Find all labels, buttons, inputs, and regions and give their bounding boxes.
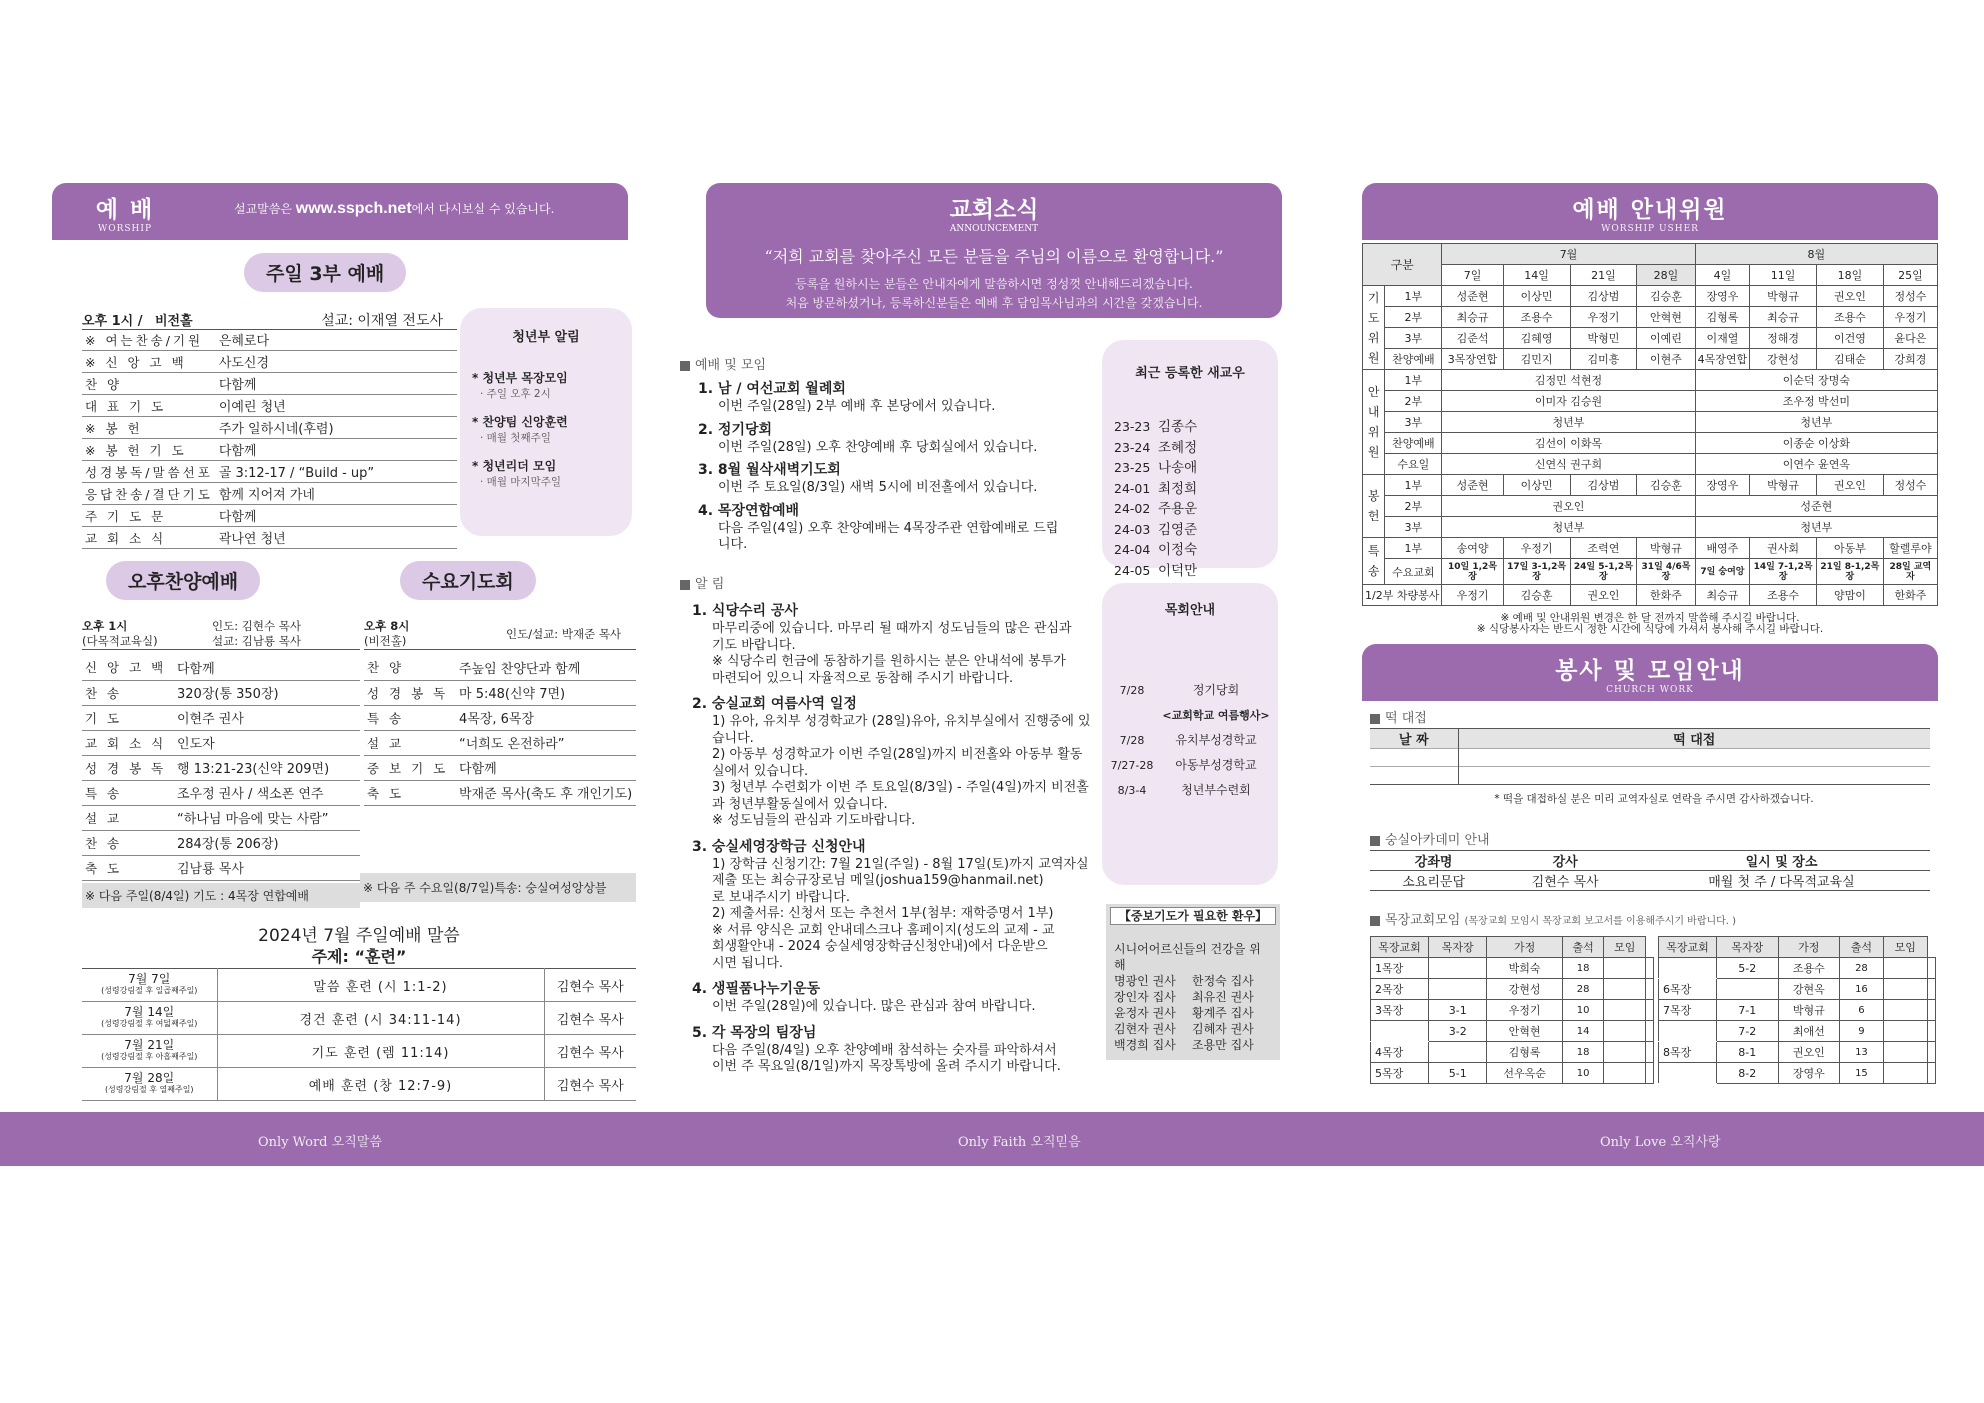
square-icon	[1370, 916, 1380, 926]
table-cell: 다함께	[216, 505, 457, 527]
table-cell: 축 도	[364, 780, 456, 805]
notice-heading: 1. 식당수리 공사	[692, 603, 798, 619]
usher-row: 1/2부 차량봉사 우정기 김승훈 권오인 한화주 최승규 조용수 양맘이 한화주	[1363, 585, 1938, 606]
welcome-text: “저희 교회를 찾아주신 모든 분들을 주님의 이름으로 환영합니다.”	[764, 247, 1224, 266]
order-row	[82, 527, 457, 549]
usher-row: 3부 김준석 김혜영 박형민 이예린 이재열 정해경 이건영 윤다은	[1363, 328, 1938, 349]
notice-line: 로 보내주시기 바랍니다.	[712, 889, 850, 905]
sermon-preacher: 김현수 목사	[544, 1068, 636, 1101]
group-row: 8목장 8-1 권오인 13	[1659, 1042, 1936, 1063]
table-cell: 마 5:48(신약 7면)	[456, 680, 636, 705]
usher-head-row: 구분 7월 8월	[1363, 244, 1938, 265]
usher-header: 예배 안내위원 WORSHIP USHER	[1362, 183, 1938, 240]
youth-notice-sub: · 매월 첫째주일	[480, 432, 551, 444]
table-cell: 주 기 도 문	[82, 505, 216, 527]
order-row	[82, 417, 457, 439]
table-cell: 다함께	[216, 439, 457, 461]
wed-label: 수요기도회	[400, 561, 536, 600]
group-table-left	[1370, 936, 1654, 1084]
order-row	[364, 705, 636, 730]
sermon-date: 7월 21일 (성령강림절 후 아홉째주일)	[82, 1035, 217, 1068]
table-cell: 행 13:21-23(신약 209면)	[174, 755, 360, 780]
notice-line: 다음 주일(8/4일) 오후 찬양예배 참석하는 숫자를 파악하셔서	[712, 1042, 1057, 1058]
table-cell: 골 3:12-17 / “Build - up”	[216, 461, 457, 483]
group-row: 3목장 3-1 우정기 10	[1371, 1000, 1654, 1021]
notice-line: 이번 주 목요일(8/1일)까지 목장톡방에 올려 주시기 바랍니다.	[712, 1059, 1061, 1074]
table-cell: 기 도	[82, 705, 174, 730]
usher-date-row: 7일 14일 21일 28일 4일 11일 18일 25일	[1363, 265, 1938, 286]
order-row	[82, 373, 457, 395]
notice-line: ※ 성도님들의 관심과 기도바랍니다.	[712, 813, 916, 828]
newcomers-box: 최근 등록한 새교우 23-23 김종수 23-24 조혜정 23-25 나송애 24-01 최정희 24-02 주용운 24-03 김영준 24-04 이정숙 24-05 이덕만	[1102, 340, 1278, 568]
group-section: 목장교회모임 (목장교회 모임시 목장교회 보고서를 이용해주시기 바랍니다. ) 목장교회 목자장 가정 출석 모임 1목장 박희숙 18 2목장 강현성 28 3목장 3-1 우정기 10 3-2 안혁현 14 4목장 김형록 18 5목장 5-1 선우옥순 10 목장교회 목자장 가정 출석 모임 5-2 조용수 28 6목장 강현옥 16 7목장 7-1 박형규 6 7-2 최애선 9 8목장 8-1 권오인 13 8-2 장영우 15	[1370, 895, 1938, 1084]
pastoral-box: 목회안내 7/28 정기당회 <교회학교 여름행사> 7/28 유치부성경학교 7/27-28 아동부성경학교 8/3-4 청년부수련회	[1102, 583, 1278, 885]
square-icon	[1370, 836, 1380, 846]
usher-row: 수요일 신연식 권구희 이연수 윤연옥	[1363, 454, 1938, 475]
usher-row: 안내위원 1부 김정민 석현정 이순덕 장명숙	[1363, 370, 1938, 391]
notice-heading: 5. 각 목장의 팀장님	[692, 1024, 817, 1041]
notice-item	[698, 502, 1100, 554]
sermon-preacher: 김현수 목사	[544, 1002, 636, 1035]
newcomer-row: 23-25 나송애	[1114, 460, 1198, 476]
worship-column	[52, 183, 633, 1094]
work-title: 봉사 및 모임안내	[1555, 658, 1745, 684]
footer-faith: Only Faith 오직믿음	[958, 1135, 1081, 1150]
table-cell: 이예린 청년	[216, 395, 457, 417]
prayer-box: 【중보기도가 필요한 환우】 시니어어르신들의 건강을 위해 명광인 권사 한정숙 집사 장인자 집사 최유진 권사 윤정자 권사 황계주 집사 김현자 권사 김혜자 권사 백경희 집사 조용만 집사	[1106, 904, 1280, 1060]
table-cell: 교 회 소 식	[82, 527, 216, 549]
footer-word: Only Word 오직말씀	[258, 1135, 382, 1150]
notice-line: 1) 유아, 유치부 성경학교가 (28일)유아, 유치부실에서 진행중에 있	[712, 714, 1091, 729]
youth-notice-sub: · 주일 오후 2시	[480, 388, 551, 400]
square-icon	[1370, 714, 1380, 724]
usher-row: 찬양예배 김선이 이화목 이종순 이상화	[1363, 433, 1938, 454]
youth-notice-box	[460, 308, 632, 536]
table-cell: 김남룡 목사	[174, 855, 360, 880]
notice-line: 과 청년부활동실에서 있습니다.	[712, 796, 888, 812]
table-cell: 찬 양	[82, 373, 216, 395]
footer-love: Only Love 오직사랑	[1600, 1135, 1721, 1150]
service3-info: 오후 1시 / 비전홀 설교: 이재열 전도사	[82, 310, 457, 330]
news-title: 교회소식	[949, 197, 1039, 223]
order-row	[82, 705, 360, 730]
table-cell: 찬 양	[364, 655, 456, 680]
youth-notice-item	[472, 413, 632, 445]
usher-row: 수요교회 10일 1,2목장 17일 3-1,2목장 24일 5-1,2목장 31일 4/6목장 7일 숭여앙 14일 7-1,2목장 21일 8-1,2목장 28일 교역자	[1363, 559, 1938, 585]
table-cell: 주높임 찬양단과 함께	[456, 655, 636, 680]
table-cell: 주가 일하시네(후렴)	[216, 417, 457, 439]
rice-section: 떡 대접 날 짜 떡 대접 * 떡을 대접하실 분은 미리 교역자실로 연락을 주시면 감사하겠습니다.	[1370, 703, 1938, 806]
youth-notice-title: 청년부 알림	[512, 330, 580, 345]
table-cell: ※ 여는찬송/기원	[82, 329, 216, 351]
notice-heading: 4. 목장연합예배	[698, 502, 800, 519]
usher-table	[1362, 243, 1938, 606]
afternoon-order-table	[82, 655, 360, 881]
order-row	[82, 755, 360, 780]
sermon-row	[82, 1035, 636, 1068]
youth-notice-head: * 찬양팀 신앙훈련	[472, 415, 568, 429]
group-row: 7-2 최애선 9	[1659, 1021, 1936, 1042]
notice-line: 이번 주일(28일) 오후 찬양예배 후 당회실에서 있습니다.	[718, 439, 1038, 455]
table-cell: 4목장, 6목장	[456, 705, 636, 730]
notice-item	[692, 602, 1100, 687]
group-table-right	[1658, 936, 1936, 1084]
table-cell: 박재준 목사(축도 후 개인기도)	[456, 780, 636, 805]
sermon-row	[82, 1002, 636, 1035]
youth-notice-item	[472, 369, 632, 401]
notice-line: 2) 제출서류: 신청서 또는 추천서 1부(첨부: 재학증명서 1부)	[712, 906, 1054, 921]
newcomer-row: 24-03 김영준	[1114, 521, 1198, 538]
table-cell: 284장(통 206장)	[174, 830, 360, 855]
group-head-row: 목장교회 목자장 가정 출석 모임	[1659, 937, 1936, 958]
notice-line: 니다.	[718, 537, 748, 552]
table-cell: 은혜로다	[216, 329, 457, 351]
notice-line: 제출 또는 최승규장로님 메일(joshua159@hanmail.net)	[712, 873, 1044, 888]
sermon-title: 예배 훈련 (창 12:7-9)	[217, 1068, 544, 1101]
notice-heading: 1. 남 / 여선교회 월례회	[698, 381, 846, 397]
prayer-row: 김현자 권사 김혜자 권사	[1114, 1022, 1254, 1036]
notice-heading: 4. 생필품나누기운동	[692, 981, 821, 997]
notice-line: 3) 청년부 수련회가 이번 주 토요일(8/3일) - 주일(4일)까지 비전홀	[712, 780, 1089, 795]
table-cell: 320장(통 350장)	[174, 680, 360, 705]
order-row	[82, 655, 360, 680]
group-row: 8-2 장영우 15	[1659, 1063, 1936, 1084]
table-cell: 다함께	[456, 755, 636, 780]
group-row: 3-2 안혁현 14	[1371, 1021, 1654, 1042]
notice-line: 마련되어 있으니 자율적으로 동참해 주시기 바랍니다.	[712, 670, 1014, 686]
usher-title: 예배 안내위원	[1572, 197, 1728, 223]
table-cell: 특 송	[82, 780, 174, 805]
newcomer-row: 23-24 조혜정	[1114, 439, 1198, 456]
order-row	[82, 730, 360, 755]
worship-subtitle: WORSHIP	[97, 224, 153, 234]
usher-row: 특송 1부 송여양 우정기 조력연 박형규 배영주 권사회 아동부 할렐루야	[1363, 538, 1938, 559]
wed-order-table	[364, 655, 636, 806]
table-cell: 성 경 봉 독	[82, 755, 174, 780]
sermon-title: 기도 훈련 (렘 11:14)	[217, 1035, 544, 1068]
notice-line: 기도 바랍니다.	[712, 637, 796, 653]
notice-heading: 2. 정기당회	[698, 421, 773, 438]
newcomer-row: 24-05 이덕만	[1114, 562, 1198, 579]
group-row: 2목장 강현성 28	[1371, 979, 1654, 1000]
order-row	[82, 329, 457, 351]
table-cell: 설 교	[364, 730, 456, 755]
worship-notices: 예배 및 모임 1. 남 / 여선교회 월례회 이번 주일(28일) 2부 예배 후 본당에서 있습니다. 2. 정기당회 이번 주일(28일) 오후 찬양예배 후 당회실에서 있습니다. 3. 8월 월삭새벽기도회 이번 주 토요일(8/3일) 새벽 5시에 비전홀에서 있습니다. 4. 목장연합예배 다음 주일(4일) 오후 찬양예배는 4목장주관 연합예배로 드립 니다.	[680, 356, 1100, 554]
academy-table: 강좌명 강사 일시 및 장소 소요리문답 김현수 목사 매월 첫 주 / 다목적교육실	[1370, 850, 1930, 891]
notice-line: 이번 주일(28일)에 있습니다. 많은 관심과 참여 바랍니다.	[712, 999, 1036, 1014]
table-cell: ※ 봉 헌	[82, 417, 216, 439]
sermon-table	[82, 968, 636, 1101]
sermon-date: 7월 28일 (성령강림절 후 열째주일)	[82, 1068, 217, 1101]
prayer-row: 백경희 집사 조용만 집사	[1114, 1038, 1254, 1052]
usher-row: 3부 청년부 청년부	[1363, 412, 1938, 433]
sermon-preacher: 김현수 목사	[544, 1035, 636, 1068]
group-row: 4목장 김형록 18	[1371, 1042, 1654, 1063]
group-row: 6목장 강현옥 16	[1659, 979, 1936, 1000]
afternoon-next: ※ 다음 주일(8/4일) 기도 : 4목장 연합예배	[82, 883, 360, 908]
afternoon-label: 오후찬양예배	[106, 561, 260, 600]
worship-title: 예 배	[95, 197, 155, 223]
table-cell: 응답찬송/결단기도	[82, 483, 216, 505]
order-row	[82, 680, 360, 705]
usher-row: 2부 이미자 김승원 조우정 박선미	[1363, 391, 1938, 412]
table-cell: 이현주 권사	[174, 705, 360, 730]
meeting-row: 7/27-28 아동부성경학교	[1110, 758, 1257, 772]
general-notices: 알 림 1. 식당수리 공사 마무리중에 있습니다. 마무리 될 때까지 성도님들의 많은 관심과 기도 바랍니다. ※ 식당수리 헌금에 동참하기를 원하시는 분은 안내석에 봉투가 마련되어 있으니 자율적으로 동참해 주시기 바랍니다. 2. 숭실교회 여름사역 일정 1) 유아, 유치부 성경학교가 (28일)유아, 유치부실에서 진행중에 있 습니다. 2) 아동부 성경학교가 이번 주일(28일)까지 비전홀와 아동부 활동 실에서 있습니다. 3) 청년부 수련회가 이번 주 토요일(8/3일) - 주일(4일)까지 비전홀 과 청년부활동실에서 있습니다. ※ 성도님들의 관심과 기도바랍니다. 3. 숭실세영장학금 신청안내 1) 장학금 신청기간: 7월 21일(주일) - 8월 17일(토)까지 교역자실 제출 또는 최승규장로님 메일(joshua159@hanmail.net) 로 보내주시기 바랍니다. 2) 제출서류: 신청서 또는 추천서 1부(첨부: 재학증명서 1부) ※ 서류 양식은 교회 안내데스크나 홈페이지(성도의 교제 - 교 회생활안내 - 2024 숭실세영장학금신청안내)에서 다운받으 시면 됩니다. 4. 생필품나누기운동 이번 주일(28일)에 있습니다. 많은 관심과 참여 바랍니다. 5. 각 목장의 팀장님 다음 주일(8/4일) 오후 찬양예배 참석하는 숫자를 파악하셔서 이번 주 목요일(8/1일)까지 목장톡방에 올려 주시기 바랍니다.	[680, 575, 1100, 1076]
order-row	[82, 505, 457, 527]
order-row	[82, 461, 457, 483]
news-header: 교회소식 ANNOUNCEMENT “저희 교회를 찾아주신 모든 분들을 주님의 이름으로 환영합니다.” 등록을 원하시는 분들은 안내자에게 말씀하시면 정성껏 안내해드리겠습니다. 처음 방문하셨거나, 등록하신분들은 예배 후 담임목사님과의 시간을 갖겠습니다.	[706, 183, 1282, 318]
meeting-row: 8/3-4 청년부수련회	[1117, 783, 1251, 797]
sermon-date: 7월 7일 (성령강림절 후 일곱째주일)	[82, 969, 217, 1002]
table-cell: 신 앙 고 백	[82, 655, 174, 680]
order-row	[82, 351, 457, 373]
wed-info: 오후 8시 인도/설교: 박재준 목사 (비전홀)	[364, 619, 636, 650]
group-row: 5목장 5-1 선우옥순 10	[1371, 1063, 1654, 1084]
afternoon-info: 오후 1시 인도: 김현수 목사 (다목적교육실) 설교: 김남룡 목사	[82, 619, 360, 650]
order-row	[364, 780, 636, 805]
website-link[interactable]: www.sspch.net	[295, 200, 412, 217]
worship-note: 설교말씀은 www.sspch.net에서 다시보실 수 있습니다.	[234, 200, 555, 217]
notice-heading: 3. 숭실세영장학금 신청안내	[692, 838, 866, 855]
newcomer-row: 24-02 주용운	[1114, 501, 1198, 517]
sermon-preacher: 김현수 목사	[544, 969, 636, 1002]
usher-row: 2부 권오인 성준현	[1363, 496, 1938, 517]
youth-notice-item	[472, 457, 632, 489]
usher-row: 봉헌 1부 성준현 이상민 김상범 김승훈 장영우 박형규 권오인 정성수	[1363, 475, 1938, 496]
table-cell: 특 송	[364, 705, 456, 730]
meeting-row: 7/28 유치부성경학교	[1119, 733, 1257, 747]
youth-notice-sub: · 매월 마지막주일	[480, 476, 562, 488]
notice-line: 마무리중에 있습니다. 마무리 될 때까지 성도님들의 많은 관심과	[712, 621, 1072, 636]
sermon-title: 말씀 훈련 (시 1:1-2)	[217, 969, 544, 1002]
notice-line: 1) 장학금 신청기간: 7월 21일(주일) - 8월 17일(토)까지 교역자실	[712, 856, 1089, 872]
notice-line: 이번 주 토요일(8/3일) 새벽 5시에 비전홀에서 있습니다.	[718, 480, 1038, 495]
meeting-row: 7/28 정기당회	[1119, 683, 1240, 697]
square-icon	[680, 361, 690, 371]
notice-item	[692, 695, 1100, 830]
notice-line: 다음 주일(4일) 오후 찬양예배는 4목장주관 연합예배로 드립	[718, 520, 1059, 536]
notice-item	[692, 838, 1100, 973]
sermon-date: 7월 14일 (성령강림절 후 여덟째주일)	[82, 1002, 217, 1035]
square-icon	[680, 580, 690, 590]
table-cell: ※ 신 앙 고 백	[82, 351, 216, 373]
meeting-row: <교회학교 여름행사>	[1162, 709, 1270, 722]
usher-row: 찬양예배 3목장연합 김민지 김미흥 이현주 4목장연합 강현성 김태순 강희경	[1363, 349, 1938, 370]
table-cell: 곽나연 청년	[216, 527, 457, 549]
youth-notice-head: * 청년부 목장모임	[472, 371, 568, 385]
academy-section: 숭실아카데미 안내 강좌명 강사 일시 및 장소 소요리문답 김현수 목사 매월 첫 주 / 다목적교육실	[1370, 815, 1938, 891]
youth-notice-head: * 청년리더 모임	[472, 459, 557, 473]
table-cell: 찬 송	[82, 830, 174, 855]
newcomer-row: 23-23 김종수	[1114, 419, 1198, 435]
order-row	[364, 655, 636, 680]
group-row: 1목장 박희숙 18	[1371, 958, 1654, 979]
usher-row: 기도위원 1부 성준현 이상민 김상범 김승훈 장영우 박형규 권오인 정성수	[1363, 286, 1938, 307]
notice-item	[698, 380, 1100, 416]
table-cell: 성경봉독/말씀선포	[82, 461, 216, 483]
order-row	[82, 483, 457, 505]
order-row	[82, 395, 457, 417]
service3-label: 주일 3부 예배	[244, 253, 406, 292]
order-row	[364, 755, 636, 780]
notice-line: 회생활안내 - 2024 숭실세영장학금신청안내)에서 다운받으	[712, 939, 1048, 954]
table-cell: 축 도	[82, 855, 174, 880]
table-cell: 대 표 기 도	[82, 395, 216, 417]
prayer-row: 명광인 권사 한정숙 집사	[1114, 974, 1254, 988]
notice-heading: 2. 숭실교회 여름사역 일정	[692, 696, 857, 712]
notice-item	[692, 980, 1100, 1016]
notice-item	[698, 421, 1100, 457]
footer-bar	[0, 1112, 1984, 1166]
order-row	[82, 439, 457, 461]
sermon-row	[82, 1068, 636, 1101]
order-row	[82, 805, 360, 830]
group-row: 7목장 7-1 박형규 6	[1659, 1000, 1936, 1021]
newcomer-row: 24-01 최정희	[1114, 480, 1198, 497]
table-cell: 함께 지어져 가네	[216, 483, 457, 505]
prayer-row: 윤정자 권사 황계주 집사	[1114, 1006, 1254, 1020]
notice-heading: 3. 8월 월삭새벽기도회	[698, 462, 841, 478]
notice-line: ※ 서류 양식은 교회 안내데스크나 홈페이지(성도의 교제 - 교	[712, 922, 1055, 938]
usher-row: 3부 청년부 청년부	[1363, 517, 1938, 538]
sermon-title: 경건 훈련 (시 34:11-14)	[217, 1002, 544, 1035]
notice-item	[692, 1024, 1100, 1076]
table-cell: 다함께	[216, 373, 457, 395]
table-cell: 사도신경	[216, 351, 457, 373]
order-row	[364, 730, 636, 755]
group-head-row: 목장교회 목자장 가정 출석 모임	[1371, 937, 1654, 958]
worship-header	[52, 183, 628, 240]
newcomer-row: 24-04 이정숙	[1114, 542, 1198, 558]
service3-order-table	[82, 329, 457, 549]
order-row	[82, 855, 360, 880]
usher-column	[1362, 183, 1938, 1080]
wed-next: ※ 다음 주 수요일(8/7일)특송: 숭실여성앙상블	[360, 873, 636, 902]
notice-line: 실에서 있습니다.	[712, 763, 809, 779]
table-cell: “하나님 마음에 맞는 사람”	[174, 805, 360, 830]
sermon-header: 2024년 7월 주일예배 말씀 주제: “훈련”	[258, 926, 460, 966]
notice-line: 2) 아동부 성경학교가 이번 주일(28일)까지 비전홀와 아동부 활동	[712, 747, 1083, 762]
order-row	[82, 830, 360, 855]
sermon-row	[82, 969, 636, 1002]
table-cell: “너희도 온전하라”	[456, 730, 636, 755]
table-cell: 인도자	[174, 730, 360, 755]
usher-notes: ※ 예배 및 안내위원 변경은 한 달 전까지 말씀해 주시길 바랍니다. ※ 식당봉사자는 반드시 정한 시간에 식당에 가셔서 봉사해 주시길 바랍니다.	[1476, 612, 1824, 635]
notice-line: 이번 주일(28일) 2부 예배 후 본당에서 있습니다.	[718, 399, 996, 414]
notice-item	[698, 461, 1100, 497]
notice-line: 습니다.	[712, 730, 754, 746]
order-row	[364, 680, 636, 705]
table-cell: 중 보 기 도	[364, 755, 456, 780]
table-cell: 찬 송	[82, 680, 174, 705]
notice-line: ※ 식당수리 헌금에 동참하기를 원하시는 분은 안내석에 봉투가	[712, 654, 1066, 669]
rice-table: 날 짜 떡 대접	[1370, 728, 1930, 785]
usher-row: 2부 최승규 조용수 우정기 안혁현 김형록 최승규 조용수 우정기	[1363, 307, 1938, 328]
notice-line: 시면 됩니다.	[712, 955, 784, 971]
table-cell: 다함께	[174, 655, 360, 680]
group-row: 5-2 조용수 28	[1659, 958, 1936, 979]
work-header: 봉사 및 모임안내 CHURCH WORK	[1362, 644, 1938, 701]
table-cell: 설 교	[82, 805, 174, 830]
table-cell: 성 경 봉 독	[364, 680, 456, 705]
order-row	[82, 780, 360, 805]
table-cell: 조우정 권사 / 색소폰 연주	[174, 780, 360, 805]
table-cell: ※ 봉 헌 기 도	[82, 439, 216, 461]
table-cell: 교 회 소 식	[82, 730, 174, 755]
prayer-row: 장인자 집사 최유진 권사	[1114, 990, 1254, 1004]
